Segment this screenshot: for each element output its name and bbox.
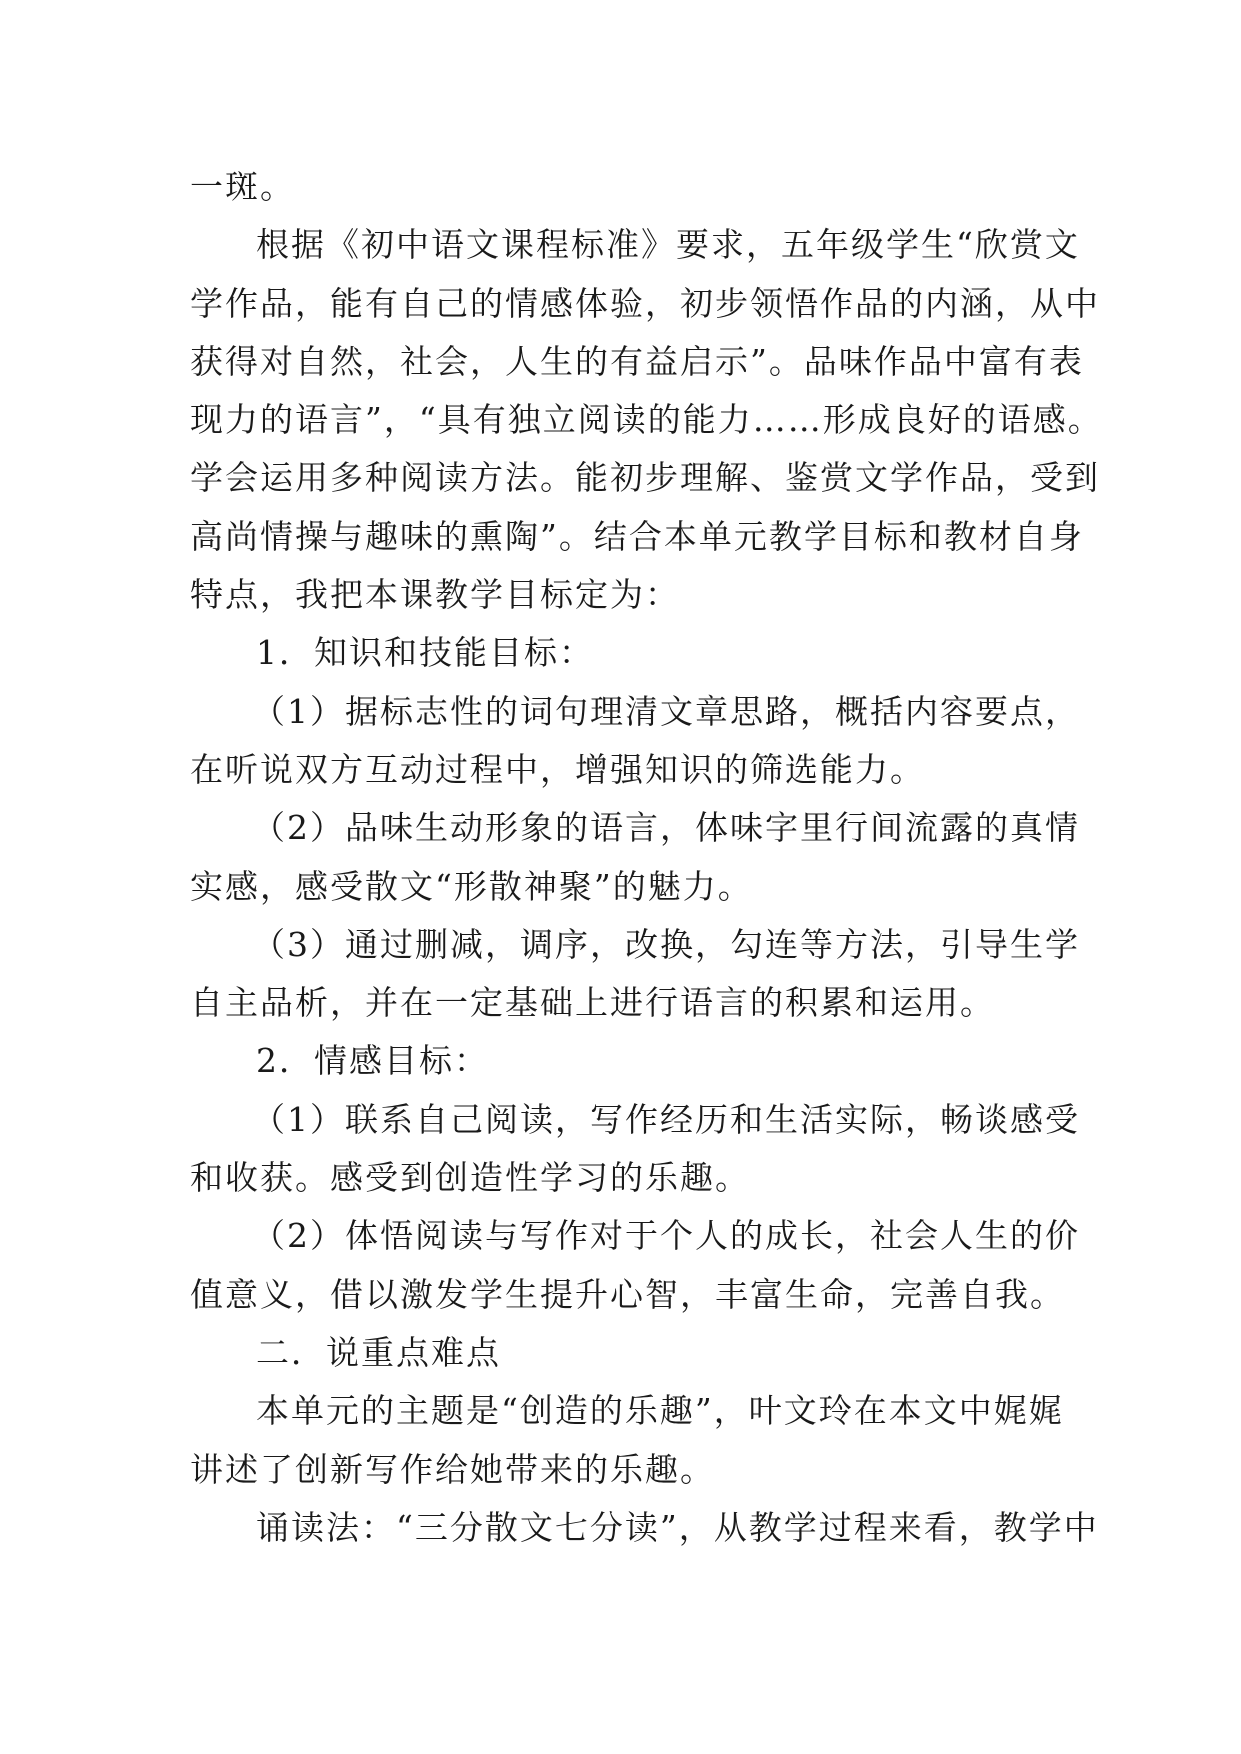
- text-line: （1）联系自己阅读，写作经历和生活实际，畅谈感受: [252, 1099, 1080, 1139]
- text-line: 本单元的主题是“创造的乐趣”，叶文玲在本文中娓娓: [256, 1391, 1064, 1431]
- text-line: 学会运用多种阅读方法。能初步理解、鉴赏文学作品，受到: [190, 458, 1100, 498]
- text-line: 现力的语言”，“具有独立阅读的能力……形成良好的语感。: [190, 400, 1103, 440]
- section-heading: 二．说重点难点: [256, 1332, 501, 1372]
- text-line: （2）品味生动形象的语言，体味字里行间流露的真情: [252, 808, 1080, 848]
- text-line: 获得对自然，社会，人生的有益启示”。品味作品中富有表: [190, 341, 1084, 381]
- section-heading: 1．知识和技能目标：: [256, 633, 594, 673]
- text-line: 一斑。: [190, 167, 295, 206]
- text-line: 高尚情操与趣味的熏陶”。结合本单元教学目标和教材自身: [190, 516, 1084, 556]
- text-line: 实感，感受散文“形散神聚”的魅力。: [190, 866, 753, 906]
- text-line: （3）通过删减，调序，改换，勾连等方法，引导生学: [252, 924, 1080, 964]
- text-line: 学作品，能有自己的情感体验，初步领悟作品的内涵，从中: [190, 283, 1100, 323]
- text-line: 特点，我把本课教学目标定为：: [190, 575, 680, 615]
- section-heading: 2．情感目标：: [256, 1041, 489, 1081]
- text-line: 诵读法：“三分散文七分读”，从教学过程来看，教学中: [256, 1507, 1099, 1547]
- document-body: [190, 158, 1103, 1557]
- text-line: 自主品析，并在一定基础上进行语言的积累和运用。: [190, 983, 995, 1023]
- text-line: （1）据标志性的词句理清文章思路，概括内容要点，: [252, 691, 1080, 731]
- text-line: 讲述了创新写作给她带来的乐趣。: [190, 1449, 715, 1489]
- text-line: （2）体悟阅读与写作对于个人的成长，社会人生的价: [252, 1216, 1080, 1256]
- text-line: 在听说双方互动过程中，增强知识的筛选能力。: [190, 749, 925, 789]
- text-line: 和收获。感受到创造性学习的乐趣。: [190, 1158, 750, 1198]
- text-line: 值意义，借以激发学生提升心智，丰富生命，完善自我。: [190, 1274, 1065, 1314]
- text-line: 根据《初中语文课程标准》要求，五年级学生“欣赏文: [256, 225, 1080, 265]
